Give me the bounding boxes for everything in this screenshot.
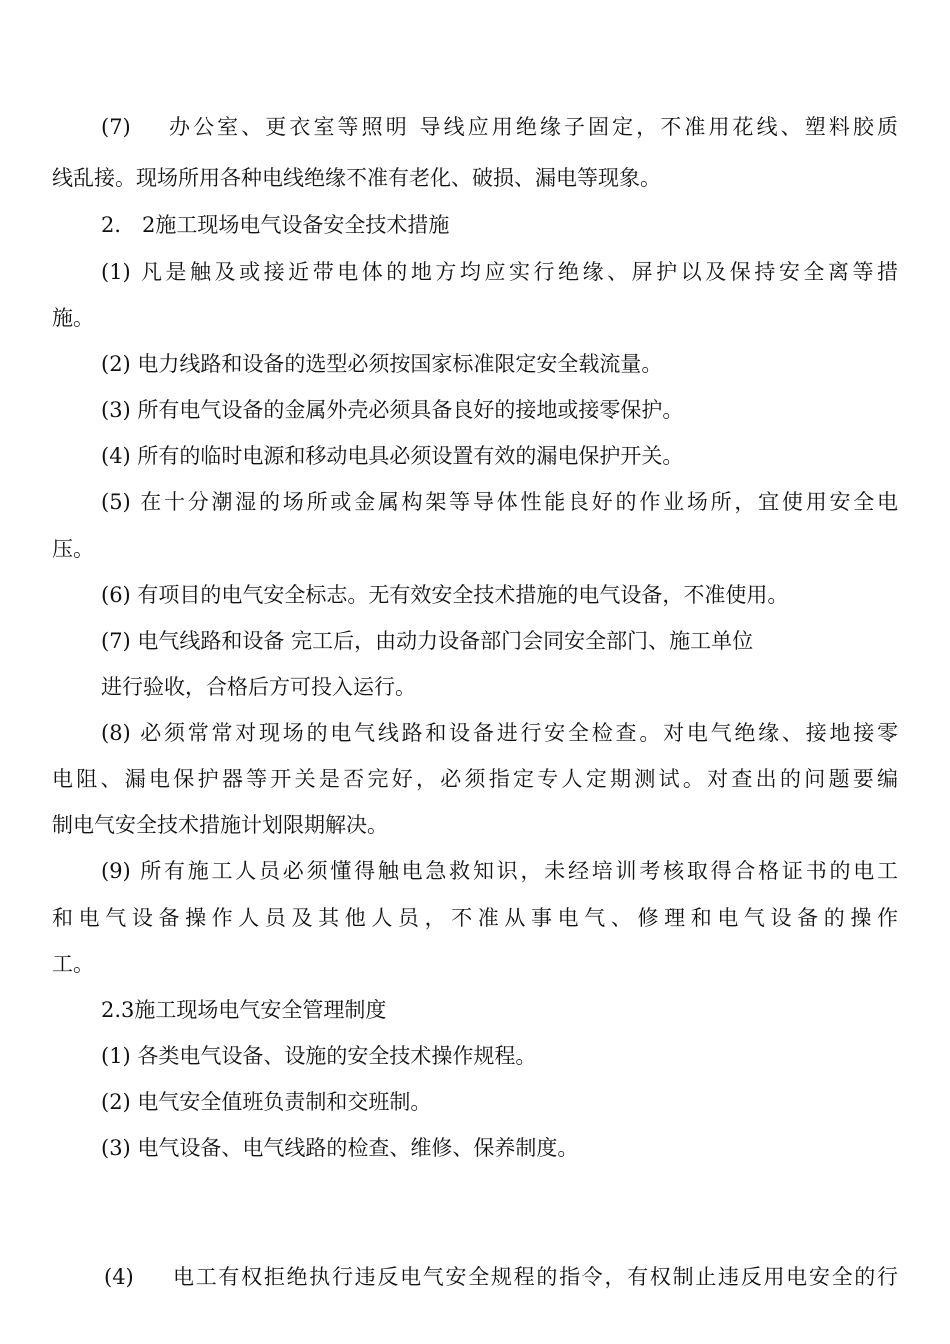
paragraph-line: 线乱接。现场所用各种电线绝缘不准有老化、破损、漏电等现象。 (52, 166, 661, 190)
list-item: (1) 各类电气设备、设施的安全技术操作规程。 (101, 1044, 537, 1068)
item-number: (4) (104, 1265, 134, 1289)
paragraph-line: 电阻、漏电保护器等开关是否完好，必须指定专人定期测试。对查出的问题要编 (52, 767, 898, 791)
paragraph-line: 办公室、更衣室等照明 导线应用绝缘子固定，不准用花线、塑料胶质 (169, 115, 898, 139)
paragraph-line: 和电气设备操作人员及其他人员，不准从事电气、修理和电气设备的操作 (52, 906, 898, 930)
list-item: (3) 电气设备、电气线路的检查、维修、保养制度。 (101, 1136, 579, 1160)
paragraph-line: 制电气安全技术措施计划限期解决。 (52, 813, 388, 837)
item-number: (7) (101, 115, 131, 139)
list-item: (5) 在十分潮湿的场所或金属构架等导体性能良好的作业场所，宜使用安全电 (101, 490, 898, 514)
paragraph-line: 进行验收，合格后方可投入运行。 (101, 675, 416, 699)
section-heading: 2． 2施工现场电气设备安全技术措施 (101, 213, 450, 237)
section-heading: 2.3施工现场电气安全管理制度 (101, 998, 387, 1022)
list-item: (3) 所有电气设备的金属外壳必须具备良好的接地或接零保护。 (101, 398, 684, 422)
list-item: (6) 有项目的电气安全标志。无有效安全技术措施的电气设备，不准使用。 (101, 583, 789, 607)
list-item: (8) 必须常常对现场的电气线路和设备进行安全检查。对电气绝缘、接地接零 (101, 721, 898, 745)
list-item: (2) 电力线路和设备的选型必须按国家标准限定安全载流量。 (101, 352, 663, 376)
paragraph-line: 压。 (52, 537, 94, 561)
list-item: (2) 电气安全值班负责制和交班制。 (101, 1090, 432, 1114)
paragraph-line: 工。 (52, 952, 94, 976)
list-item: (4) 所有的临时电源和移动电具必须设置有效的漏电保护开关。 (101, 444, 684, 468)
list-item: (7) 电气线路和设备 完工后，由动力设备部门会同安全部门、施工单位 (101, 629, 754, 653)
list-item: (9) 所有施工人员必须懂得触电急救知识，未经培训考核取得合格证书的电工 (101, 859, 898, 883)
paragraph-line: 施。 (52, 306, 94, 330)
list-item: (1) 凡是触及或接近带电体的地方均应实行绝缘、屏护以及保持安全离等措 (101, 260, 898, 284)
list-item: 电工有权拒绝执行违反电气安全规程的指令，有权制止违反用电安全的行 (173, 1265, 898, 1289)
